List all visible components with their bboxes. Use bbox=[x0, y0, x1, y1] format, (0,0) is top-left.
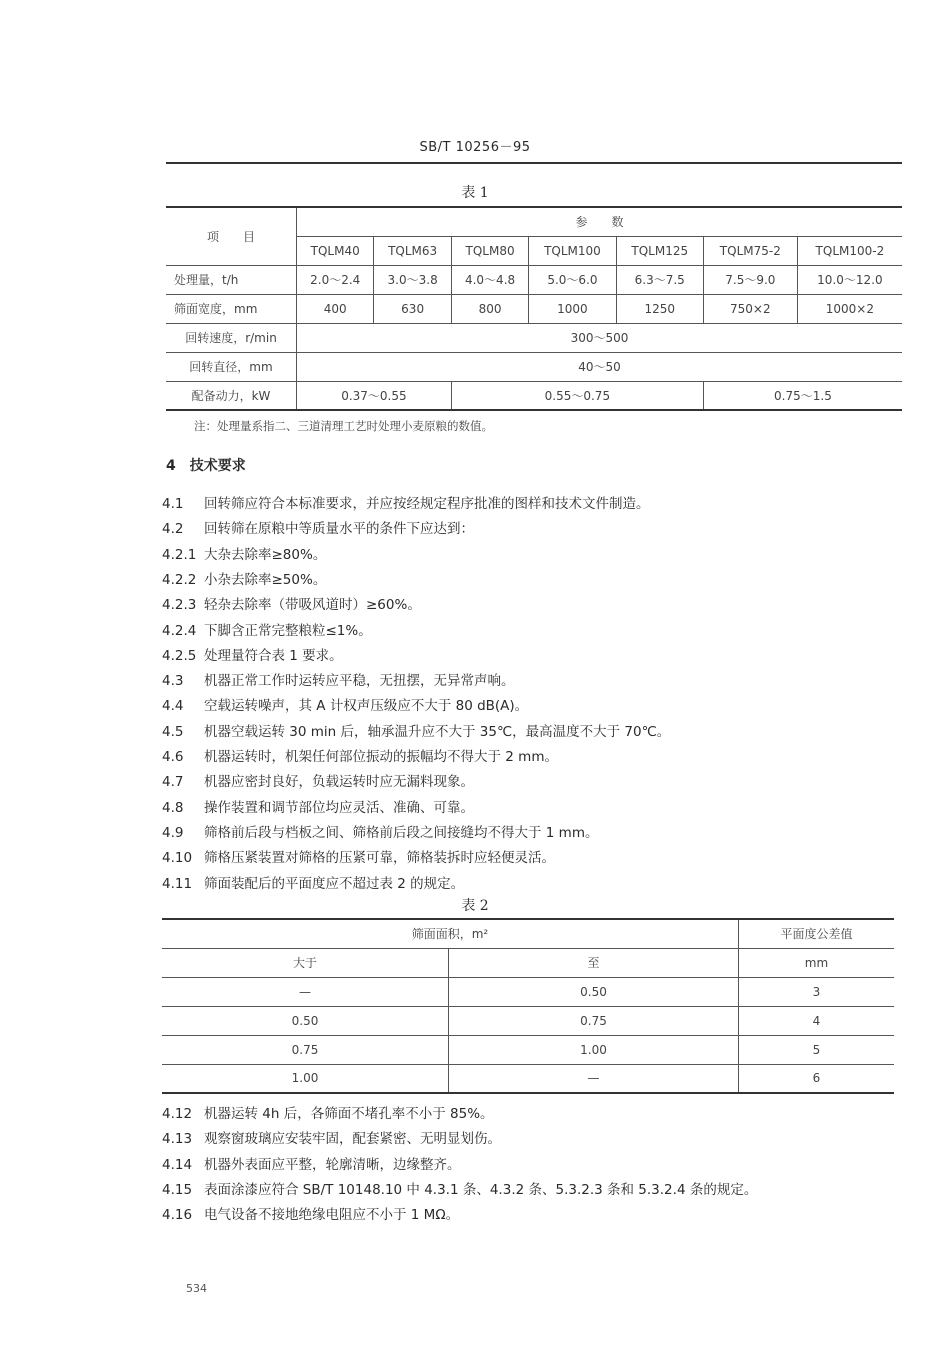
table1-model-cell: TQLM75-2 bbox=[703, 236, 797, 265]
requirement-text: 操作装置和调节部位均应灵活、准确、可靠。 bbox=[204, 799, 474, 816]
row-label: 回转直径，mm bbox=[166, 352, 297, 381]
section-heading: 4 技术要求 bbox=[166, 458, 246, 474]
requirement-number: 4.5 bbox=[162, 723, 184, 740]
requirement-item bbox=[162, 720, 670, 740]
requirement-number: 4.4 bbox=[162, 698, 184, 715]
table-cell: 0.75 bbox=[449, 1006, 739, 1035]
requirement-item bbox=[162, 568, 326, 588]
table1-param-header: 参 数 bbox=[297, 207, 903, 236]
requirement-item bbox=[162, 1102, 494, 1122]
table2-tolerance-unit: mm bbox=[739, 948, 895, 977]
table-cell: 4 bbox=[739, 1006, 895, 1035]
requirement-number: 4.2.1 bbox=[162, 546, 197, 563]
requirement-item bbox=[162, 821, 598, 841]
requirement-text: 筛面装配后的平面度应不超过表 2 的规定。 bbox=[204, 875, 465, 892]
table1 bbox=[166, 206, 902, 411]
requirement-number: 4.9 bbox=[162, 824, 184, 841]
requirement-item bbox=[162, 543, 326, 563]
requirement-text: 电气设备不接地绝缘电阻应不小于 1 MΩ。 bbox=[204, 1207, 460, 1224]
table1-model-cell: TQLM100 bbox=[529, 236, 616, 265]
table2-row bbox=[162, 1064, 894, 1093]
requirement-number: 4.2.4 bbox=[162, 622, 197, 639]
table2 bbox=[162, 918, 894, 1094]
requirement-number: 4.11 bbox=[162, 875, 193, 892]
requirement-text: 机器运转 4h 后，各筛面不堵孔率不小于 85%。 bbox=[204, 1106, 494, 1122]
requirement-item bbox=[162, 619, 372, 639]
requirement-item bbox=[162, 1178, 757, 1198]
table1-row bbox=[166, 265, 902, 294]
table-cell: 5.0～6.0 bbox=[529, 265, 616, 294]
table-cell: 2.0～2.4 bbox=[297, 265, 374, 294]
table-cell: 0.75～1.5 bbox=[703, 381, 902, 410]
table1-caption: 表 1 bbox=[461, 185, 489, 201]
requirement-number: 4.2.3 bbox=[162, 597, 197, 614]
requirement-number: 4.6 bbox=[162, 749, 184, 765]
requirement-text: 机器外表面应平整，轮廓清晰，边缘整齐。 bbox=[204, 1156, 461, 1173]
requirement-text: 机器应密封良好，负载运转时应无漏料现象。 bbox=[204, 774, 474, 791]
table-cell: 4.0～4.8 bbox=[451, 265, 528, 294]
requirement-number: 4.12 bbox=[162, 1106, 193, 1122]
requirement-number: 4.2.2 bbox=[162, 571, 197, 588]
requirement-text: 表面涂漆应符合 SB/T 10148.10 中 4.3.1 条、4.3.2 条、5.3.2.3 条和 5.3.2.4 条的规定。 bbox=[204, 1181, 758, 1198]
row-label: 回转速度，r/min bbox=[166, 323, 297, 352]
table2-row bbox=[162, 1006, 894, 1035]
requirement-number: 4.1 bbox=[162, 496, 184, 512]
table-cell: — bbox=[162, 977, 449, 1006]
table-cell: 300～500 bbox=[297, 323, 903, 352]
requirement-text: 机器正常工作时运转应平稳，无扭摆，无异常声响。 bbox=[204, 673, 515, 690]
table1-row bbox=[166, 323, 902, 352]
requirement-number: 4.8 bbox=[162, 799, 184, 816]
table-cell: 0.37～0.55 bbox=[297, 381, 452, 410]
requirement-text: 轻杂去除率（带吸风道时）≥60%。 bbox=[204, 597, 421, 614]
requirement-text: 机器运转时，机架任何部位振动的振幅均不得大于 2 mm。 bbox=[204, 749, 558, 765]
page-number: 534 bbox=[186, 1282, 207, 1295]
table2-upto-header: 至 bbox=[449, 948, 739, 977]
requirement-number: 4.10 bbox=[162, 850, 193, 867]
requirement-text: 筛格压紧装置对筛格的压紧可靠，筛格装拆时应轻便灵活。 bbox=[204, 850, 555, 867]
table-cell: 0.75 bbox=[162, 1035, 449, 1064]
requirement-number: 4.2.5 bbox=[162, 647, 197, 664]
table-cell: 1000 bbox=[529, 294, 616, 323]
requirement-number: 4.2 bbox=[162, 521, 184, 538]
requirement-item bbox=[162, 1153, 461, 1173]
requirement-item bbox=[162, 492, 650, 512]
requirement-item bbox=[162, 872, 464, 892]
requirement-text: 回转筛应符合本标准要求，并应按经规定程序批准的图样和技术文件制造。 bbox=[204, 496, 650, 512]
table-cell: 1.00 bbox=[449, 1035, 739, 1064]
table-cell: 0.55～0.75 bbox=[451, 381, 703, 410]
requirement-item bbox=[162, 593, 421, 613]
table2-area-header: 筛面面积，m² bbox=[162, 919, 739, 948]
table-cell: 0.50 bbox=[162, 1006, 449, 1035]
requirement-number: 4.7 bbox=[162, 774, 184, 791]
table1-model-cell: TQLM125 bbox=[616, 236, 703, 265]
table1-model-cell: TQLM100-2 bbox=[797, 236, 902, 265]
row-label: 配备动力，kW bbox=[166, 381, 297, 410]
table-cell: 1250 bbox=[616, 294, 703, 323]
table-cell: 630 bbox=[374, 294, 451, 323]
table1-model-cell: TQLM80 bbox=[451, 236, 528, 265]
table1-item-header: 项 目 bbox=[166, 207, 297, 265]
requirement-item bbox=[162, 517, 474, 537]
requirement-number: 4.13 bbox=[162, 1131, 193, 1148]
table-cell: 3 bbox=[739, 977, 895, 1006]
requirement-item bbox=[162, 669, 515, 689]
table-cell: 5 bbox=[739, 1035, 895, 1064]
table-cell: 6.3～7.5 bbox=[616, 265, 703, 294]
requirement-item bbox=[162, 694, 528, 714]
table-cell: 7.5～9.0 bbox=[703, 265, 797, 294]
table-cell: 1.00 bbox=[162, 1064, 449, 1093]
table-cell: 40～50 bbox=[297, 352, 903, 381]
requirement-item bbox=[162, 745, 558, 765]
table-cell: 0.50 bbox=[449, 977, 739, 1006]
requirement-text: 回转筛在原粮中等质量水平的条件下应达到： bbox=[204, 521, 474, 538]
requirement-text: 机器空载运转 30 min 后，轴承温升应不大于 35℃，最高温度不大于 70℃。 bbox=[204, 723, 671, 740]
requirement-number: 4.3 bbox=[162, 673, 184, 690]
header-rule bbox=[166, 162, 902, 164]
requirement-text: 下脚含正常完整粮粒≤1%。 bbox=[204, 622, 372, 639]
requirement-number: 4.16 bbox=[162, 1207, 193, 1224]
table2-row bbox=[162, 1035, 894, 1064]
requirement-text: 大杂去除率≥80%。 bbox=[204, 546, 327, 563]
document-header bbox=[0, 136, 950, 155]
table1-model-cell: TQLM63 bbox=[374, 236, 451, 265]
table-cell: 750×2 bbox=[703, 294, 797, 323]
requirement-text: 筛格前后段与档板之间、筛格前后段之间接缝均不得大于 1 mm。 bbox=[204, 824, 599, 841]
row-label: 处理量，t/h bbox=[166, 265, 297, 294]
table-cell: — bbox=[449, 1064, 739, 1093]
table1-row bbox=[166, 352, 902, 381]
table-cell: 3.0～3.8 bbox=[374, 265, 451, 294]
requirement-item bbox=[162, 796, 474, 816]
requirement-text: 观察窗玻璃应安装牢固，配套紧密、无明显划伤。 bbox=[204, 1131, 501, 1148]
requirement-number: 4.14 bbox=[162, 1156, 193, 1173]
table2-tolerance-header: 平面度公差值 bbox=[739, 919, 895, 948]
table1-row bbox=[166, 381, 902, 410]
table-cell: 6 bbox=[739, 1064, 895, 1093]
table1-row bbox=[166, 294, 902, 323]
requirement-item bbox=[162, 1127, 501, 1147]
table1-note: 注：处理量系指二、三道清理工艺时处理小麦原粮的数值。 bbox=[194, 419, 493, 433]
table-cell: 400 bbox=[297, 294, 374, 323]
requirement-text: 小杂去除率≥50%。 bbox=[204, 571, 327, 588]
table2-caption: 表 2 bbox=[461, 898, 489, 914]
table1-model-cell: TQLM40 bbox=[297, 236, 374, 265]
requirement-item bbox=[162, 644, 343, 664]
requirement-text: 空载运转噪声，其 A 计权声压级应不大于 80 dB(A)。 bbox=[204, 698, 529, 715]
table-cell: 800 bbox=[451, 294, 528, 323]
requirement-number: 4.15 bbox=[162, 1181, 193, 1198]
requirement-item bbox=[162, 1203, 459, 1223]
table-cell: 1000×2 bbox=[797, 294, 902, 323]
table2-greater-header: 大于 bbox=[162, 948, 449, 977]
requirement-text: 处理量符合表 1 要求。 bbox=[204, 647, 343, 664]
table-cell: 10.0～12.0 bbox=[797, 265, 902, 294]
standard-code: SB/T 10256－95 bbox=[419, 140, 531, 155]
requirement-item bbox=[162, 770, 474, 790]
requirement-item bbox=[162, 846, 555, 866]
row-label: 筛面宽度，mm bbox=[166, 294, 297, 323]
table2-row bbox=[162, 977, 894, 1006]
